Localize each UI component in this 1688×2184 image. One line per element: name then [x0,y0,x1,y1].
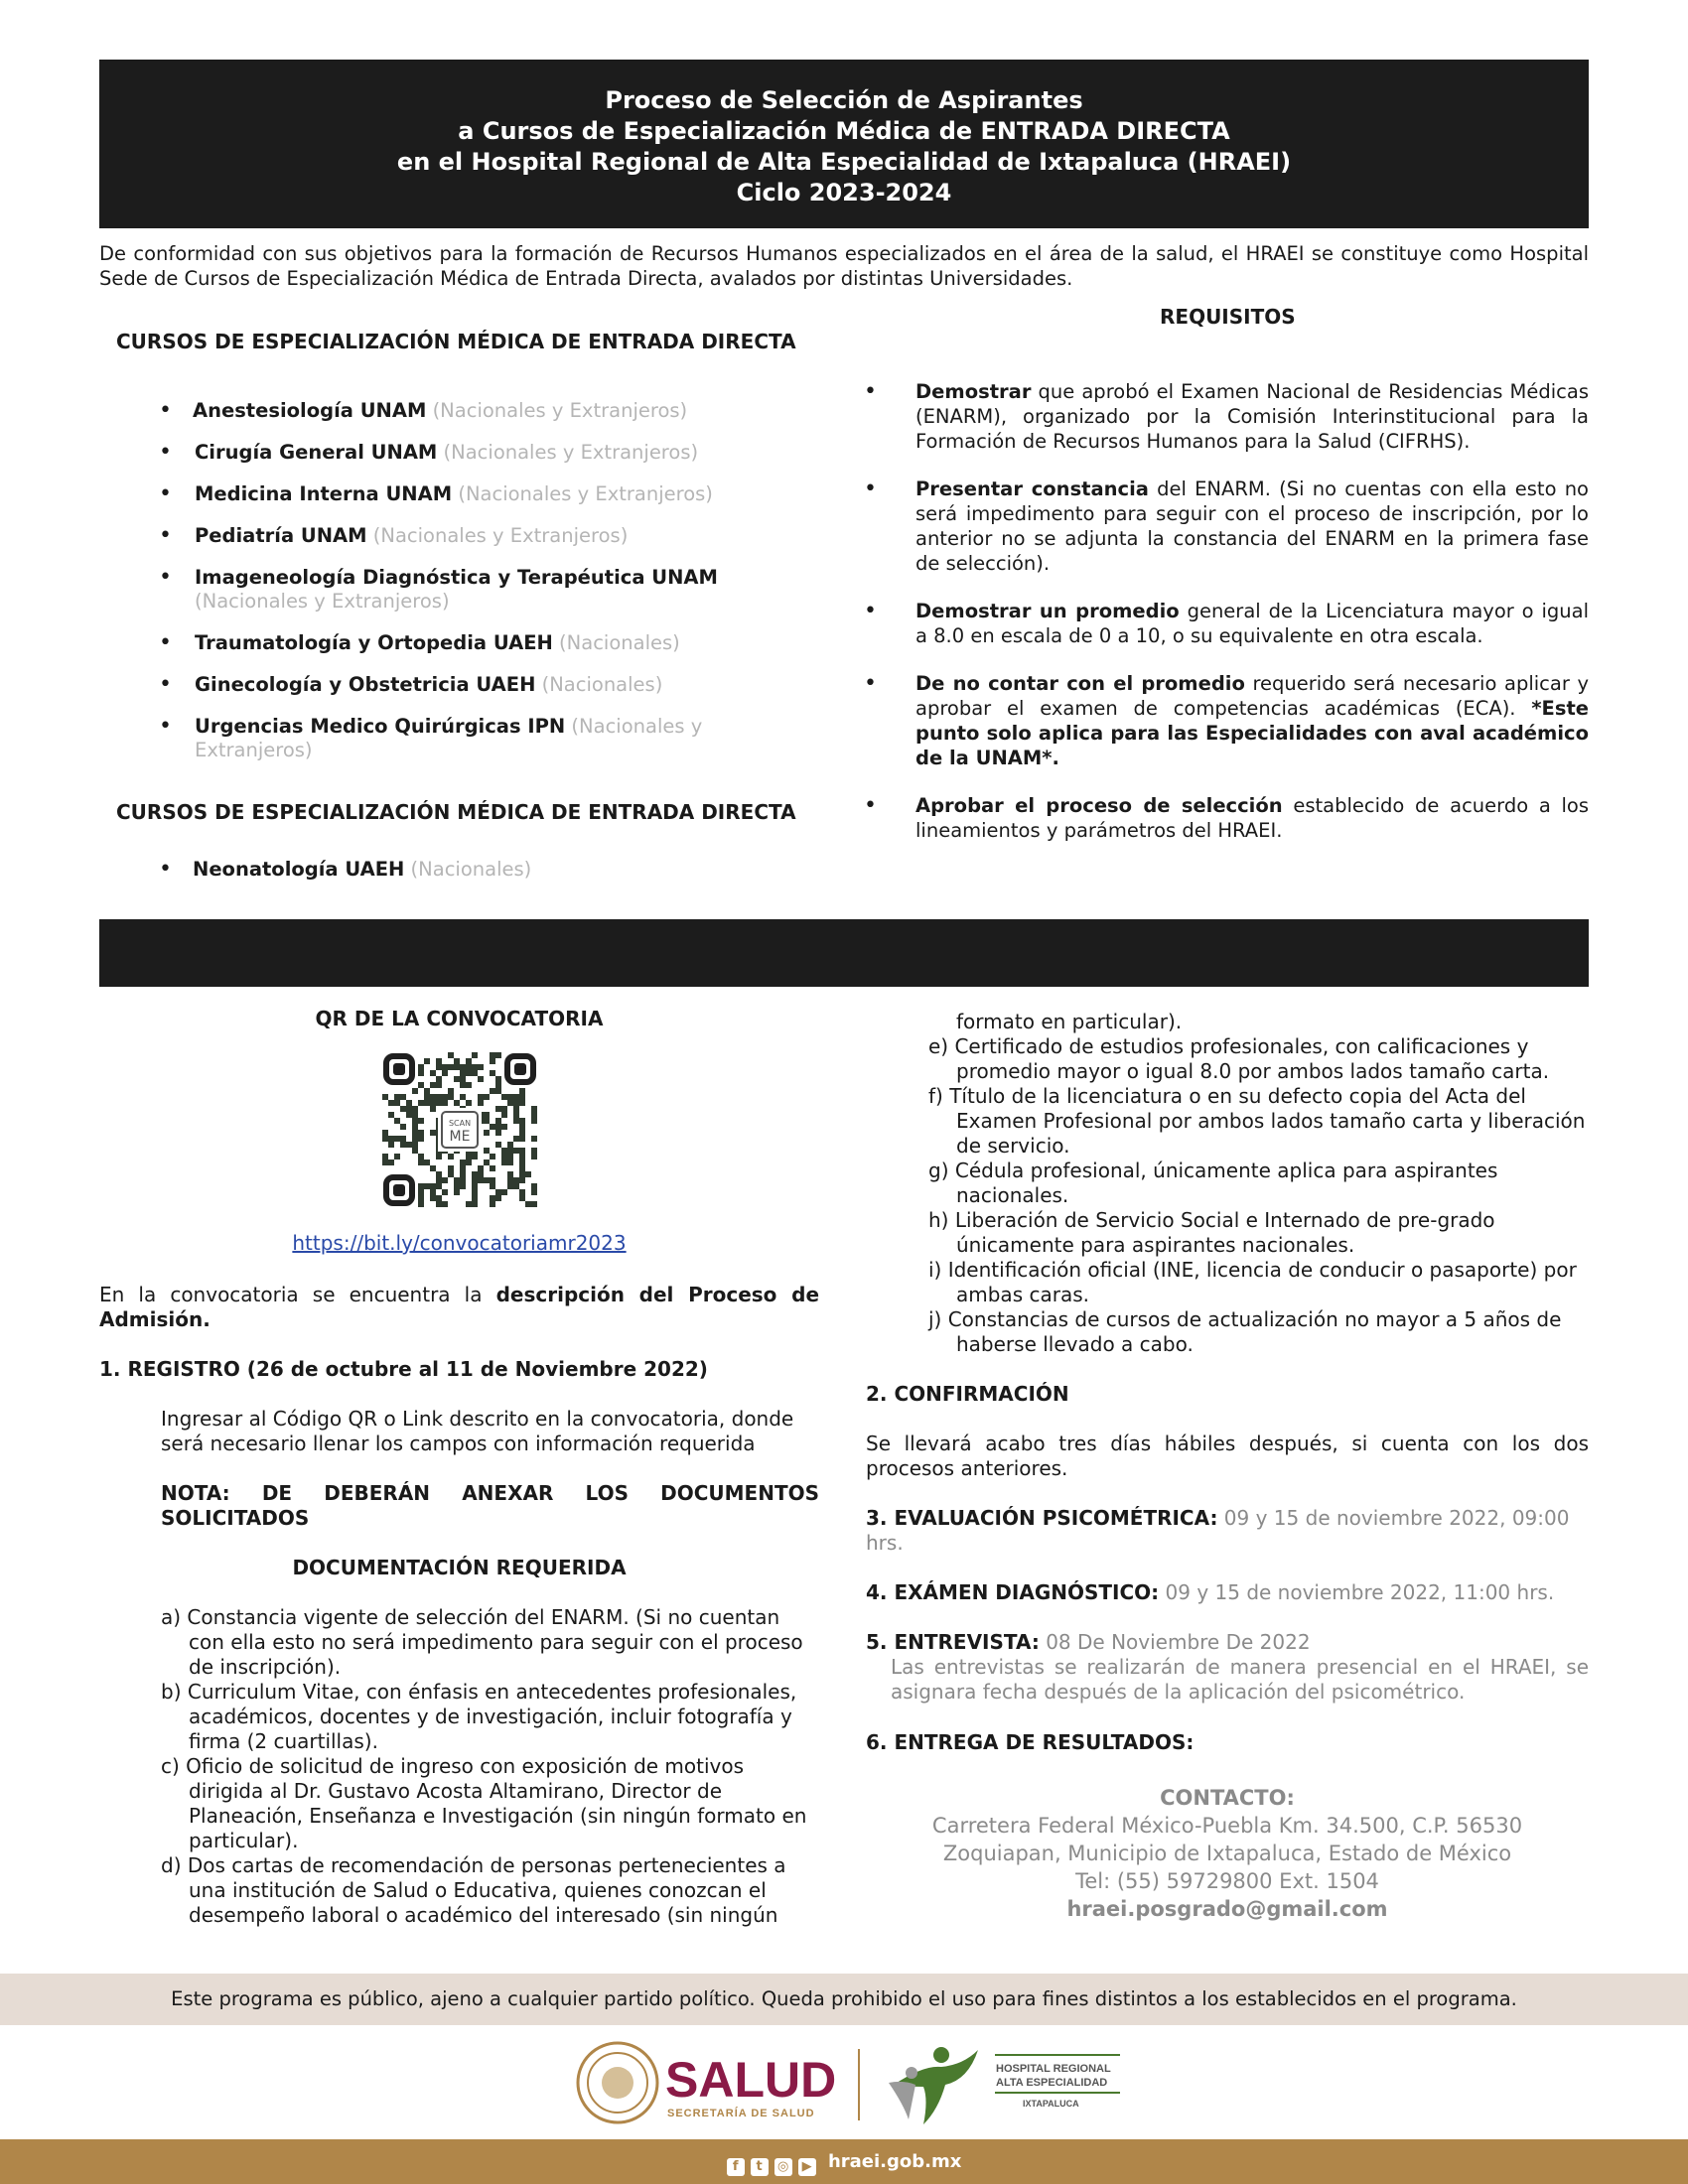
step5: 5. ENTREVISTA: 08 De Noviembre De 2022 [866,1630,1311,1654]
document-item: j) Constancias de cursos de actualización no mayor a 5 años de haberse llevado a cabo. [928,1307,1562,1356]
salud-wordmark: SALUD [665,2052,837,2108]
section-divider-bar [99,919,1589,987]
document-item: i) Identificación oficial (INE, licencia de conducir o pasaporte) por ambas caras. [928,1258,1577,1306]
contact-block [866,1784,1589,1923]
courses-list-2 [159,858,774,899]
hospital-line-2: ALTA ESPECIALIDAD [996,2077,1108,2089]
course-item: • Imageneología Diagnóstica y Terapéutica UNAM (Nacionales y Extranjeros) [159,566,774,614]
qr-code-image[interactable] [382,1052,537,1207]
step2-text: Se llevará acabo tres días hábiles después, si cuenta con los dos procesos anteriores. [866,1432,1589,1480]
step1-title: 1. REGISTRO (26 de octubre al 11 de Noviembre 2022) [99,1357,708,1381]
document-item: b) Curriculum Vitae, con énfasis en antecedentes profesionales, académicos, docentes y de investigación, incluir fotografía y firma (2 cuartillas). [161,1680,797,1753]
step1-text: Ingresar al Código QR o Link descrito en la convocatoria, donde será necesario llenar los campos con información requerida [161,1407,794,1455]
header-line-3: en el Hospital Regional de Alta Especialidad de Ixtapaluca (HRAEI) [396,148,1292,176]
documents-list-right [928,1010,1589,1357]
document-item: h) Liberación de Servicio Social e Internado de pre-grado únicamente para aspirantes nacionales. [928,1208,1495,1257]
document-item: a) Constancia vigente de selección del ENARM. (Si no cuentan con ella esto no será impedimento para seguir con el proceso de inscripción). [161,1605,803,1679]
logos-graphic [0,2025,1688,2139]
twitter-icon[interactable]: t [751,2158,769,2176]
instagram-icon[interactable]: ◎ [774,2158,792,2176]
website-link[interactable]: hraei.gob.mx [827,2151,962,2172]
website-bar [0,2139,1688,2184]
requirement-item: • Demostrar un promedio general de la Licenciatura mayor o igual a 8.0 en escala de 0 a 10, o su equivalente en otra escala. [864,599,1589,648]
hospital-line-3: IXTAPALUCA [1023,2099,1079,2109]
qr-section [99,1007,819,1255]
contact-address-1: Carretera Federal México-Puebla Km. 34.500, C.P. 56530 [931,1814,1523,1838]
requirement-item: • Demostrar que aprobó el Examen Nacional de Residencias Médicas (ENARM), organizado por la Comisión Interinstitucional para la Formación de Recursos Humanos para la Salud (CIFRHS). [864,379,1589,454]
header-line-4: Ciclo 2023-2024 [736,179,952,206]
document-item: c) Oficio de solicitud de ingreso con exposición de motivos dirigida al Dr. Gustavo Acosta Altamirano, Director de Planeación, Enseñanza e Investigación (sin ningún formato en particular). [161,1754,807,1852]
disclaimer-strip: Este programa es público, ajeno a cualquier partido político. Queda prohibido el uso para fines distintos a los establecidos en el programa. [0,1974,1688,2025]
courses-title-2: CURSOS DE ESPECIALIZACIÓN MÉDICA DE ENTRADA DIRECTA [116,800,796,824]
document-item: f) Título de la licenciatura o en su defecto copia del Acta del Examen Profesional por ambos lados tamaño carta y liberación de servicio. [928,1084,1586,1158]
hraei-figure-icon [889,2047,978,2124]
step2-title: 2. CONFIRMACIÓN [866,1382,1069,1406]
header-line-1: Proceso de Selección de Aspirantes [605,86,1083,114]
intro-paragraph: De conformidad con sus objetivos para la formación de Recursos Humanos especializados en el área de la salud, el HRAEI se constituye como Hospital Sede de Cursos de Especialización Médica de Entrada Directa, avalados por distintas Universidades. [99,242,1589,290]
course-item: • Traumatología y Ortopedia UAEH (Nacionales) [159,631,774,655]
course-item: • Urgencias Medico Quirúrgicas IPN (Nacionales y Extranjeros) [159,715,715,762]
contact-email[interactable]: hraei.posgrado@gmail.com [1066,1897,1388,1921]
contact-phone: Tel: (55) 59729800 Ext. 1504 [1075,1869,1379,1893]
step6-title: 6. ENTREGA DE RESULTADOS: [866,1730,1195,1754]
docs-title: DOCUMENTACIÓN REQUERIDA [292,1556,627,1579]
step3: 3. EVALUACIÓN PSICOMÉTRICA: 09 y 15 de noviembre 2022, 09:00 hrs. [866,1506,1570,1555]
course-item: • Neonatología UAEH (Nacionales) [159,858,774,882]
qr-me-label: ME [449,1129,470,1145]
document-item: d) Dos cartas de recomendación de personas pertenecientes a una institución de Salud o Educativa, quienes conozcan el desempeño laboral o académico del interesado (sin ningún [161,1853,786,1927]
youtube-icon[interactable]: ▶ [798,2158,816,2176]
document-item-continued: formato en particular). [956,1010,1183,1033]
mexico-seal-icon [578,2043,657,2122]
requirement-item: • De no contar con el promedio requerido será necesario aplicar y aprobar el examen de competencias académicas (ECA). *Este punto solo aplica para las Especialidades con aval académico de la UNAM*. [864,671,1589,770]
qr-title: QR DE LA CONVOCATORIA [315,1007,604,1030]
documents-list-left [161,1605,821,1928]
contact-address-2: Zoquiapan, Municipio de Ixtapaluca, Estado de México [942,1842,1512,1865]
document-item: g) Cédula profesional, únicamente aplica para aspirantes nacionales. [928,1159,1498,1207]
requirements-list [864,379,1589,866]
course-item: • Ginecología y Obstetricia UAEH (Nacionales) [159,673,774,697]
qr-scan-label: SCAN [448,1119,471,1128]
secretaria-label: SECRETARÍA DE SALUD [667,2108,815,2119]
step5-detail: Las entrevistas se realizarán de manera presencial en el HRAEI, se asignara fecha después de la aplicación del psicométrico. [891,1655,1589,1704]
document-item: e) Certificado de estudios profesionales, con calificaciones y promedio mayor o igual 8.0 por ambos lados tamaño carta. [928,1034,1550,1083]
hospital-line-1: HOSPITAL REGIONAL [996,2063,1111,2075]
requirement-item: • Aprobar el proceso de selección establecido de acuerdo a los lineamientos y parámetros del HRAEI. [864,793,1589,843]
contact-title: CONTACTO: [1160,1786,1295,1810]
facebook-icon[interactable]: f [727,2158,745,2176]
course-item: • Pediatría UNAM (Nacionales y Extranjeros) [159,524,774,548]
process-intro: En la convocatoria se encuentra la descripción del Proceso de Admisión. [99,1283,820,1331]
courses-title: CURSOS DE ESPECIALIZACIÓN MÉDICA DE ENTRADA DIRECTA [116,330,796,353]
convocatoria-link[interactable]: https://bit.ly/convocatoriamr2023 [292,1231,627,1255]
courses-list [159,399,774,780]
requirement-item: • Presentar constancia del ENARM. (Si no cuentas con ella esto no será impedimento para seguir con el proceso de inscripción, por lo anterior no se adjunta la constancia del ENARM en la primera fase de selección). [864,477,1589,576]
step4: 4. EXÁMEN DIAGNÓSTICO: 09 y 15 de noviembre 2022, 11:00 hrs. [866,1580,1555,1604]
course-item: • Anestesiología UNAM (Nacionales y Extranjeros) [159,399,774,423]
requirements-title: REQUISITOS [1160,305,1296,329]
course-item: • Medicina Interna UNAM (Nacionales y Extranjeros) [159,482,774,506]
course-item: • Cirugía General UNAM (Nacionales y Extranjeros) [159,441,774,465]
header-line-2: a Cursos de Especialización Médica de ENTRADA DIRECTA [458,117,1230,145]
note-text: NOTA: DE DEBERÁN ANEXAR LOS DOCUMENTOS SOLICITADOS [161,1481,819,1530]
header-banner [99,60,1589,228]
